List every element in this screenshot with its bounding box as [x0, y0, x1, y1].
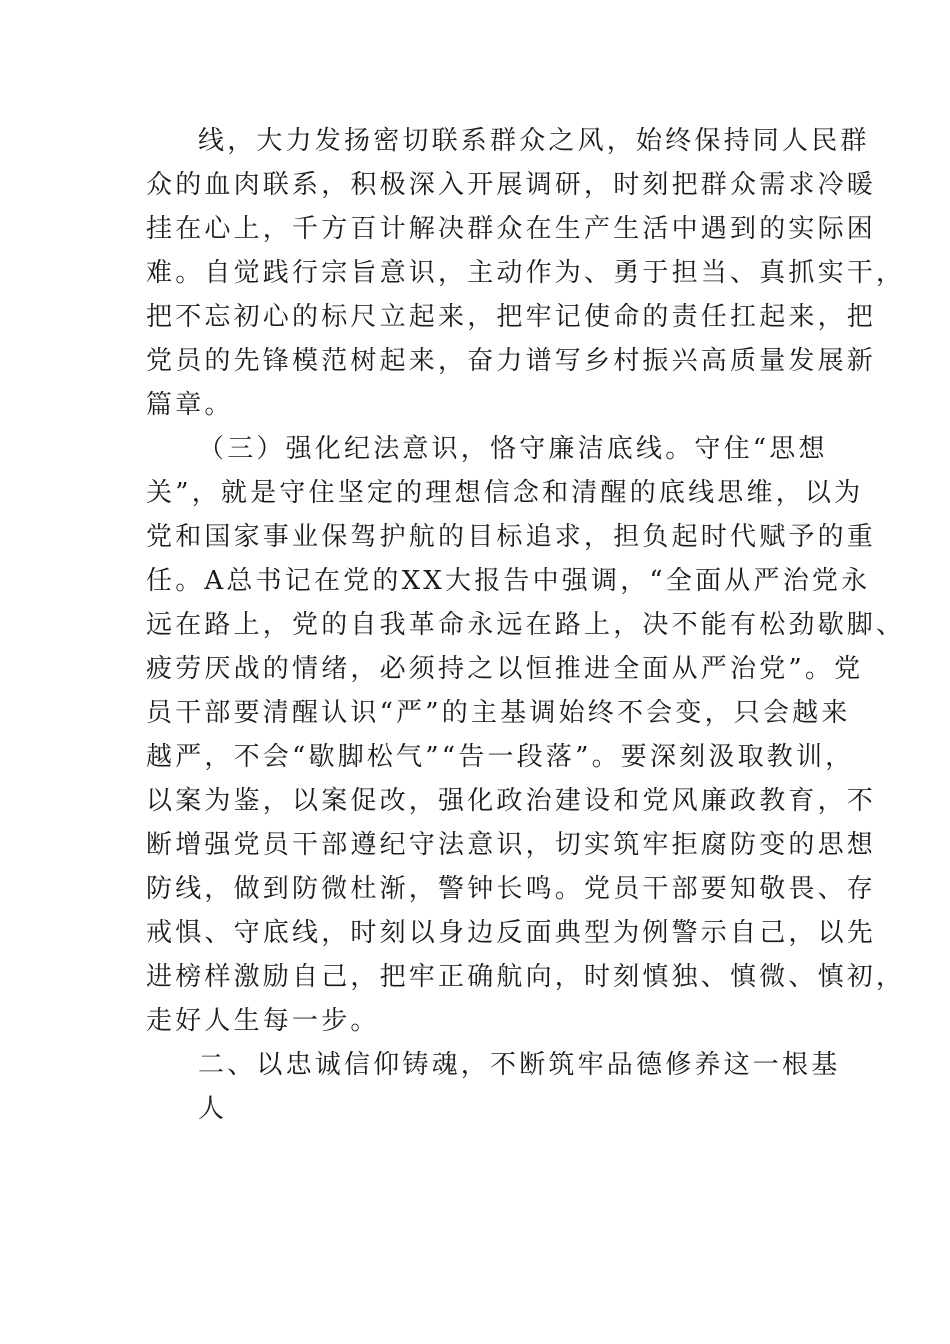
- text-line: 疲劳厌战的情绪，必须持之以恒推进全面从严治党”。党: [146, 654, 864, 684]
- text-line: 员干部要清醒认识“严”的主基调始终不会变，只会越来: [146, 698, 851, 728]
- chapter-heading-line: 二、以忠诚信仰铸魂，不断筑牢品德修养这一根基: [198, 1050, 841, 1080]
- text-line: 篇章。: [146, 390, 234, 420]
- section-heading-line: （三）强化纪法意识，恪守廉洁底线。守住“思想: [198, 434, 828, 464]
- text-line: 众的血肉联系，积极深入开展调研，时刻把群众需求冷暖: [146, 170, 877, 200]
- text-line: 党和国家事业保驾护航的目标追求，担负起时代赋予的重: [146, 522, 877, 552]
- text-line: 党员的先锋模范树起来，奋力谱写乡村振兴高质量发展新: [146, 346, 877, 376]
- text-line: 人: [198, 1094, 228, 1124]
- text-line: 线，大力发扬密切联系群众之风，始终保持同人民群: [198, 126, 870, 156]
- text-line: 进榜样激励自己，把牢正确航向，时刻慎独、慎微、慎初，: [146, 962, 906, 992]
- text-line: 挂在心上，千方百计解决群众在生产生活中遇到的实际困: [146, 214, 877, 244]
- text-line: 关”，就是守住坚定的理想信念和清醒的底线思维，以为: [146, 478, 864, 508]
- text-line: 防线，做到防微杜渐，警钟长鸣。党员干部要知敬畏、存: [146, 874, 877, 904]
- text-line: 越严，不会“歇脚松气”“告一段落”。要深刻汲取教训，: [146, 742, 855, 772]
- text-line: 走好人生每一步。: [146, 1006, 380, 1036]
- text-line: 难。自觉践行宗旨意识，主动作为、勇于担当、真抓实干，: [146, 258, 906, 288]
- text-line: 把不忘初心的标尺立起来，把牢记使命的责任扛起来，把: [146, 302, 877, 332]
- text-line: 任。A总书记在党的XX大报告中强调，“全面从严治党永: [146, 566, 871, 596]
- text-line: 断增强党员干部遵纪守法意识，切实筑牢拒腐防变的思想: [146, 830, 877, 860]
- text-line: 以案为鉴，以案促改，强化政治建设和党风廉政教育，不: [146, 786, 877, 816]
- text-line: 远在路上，党的自我革命永远在路上，决不能有松劲歇脚、: [146, 610, 906, 640]
- text-line: 戒惧、守底线，时刻以身边反面典型为例警示自己，以先: [146, 918, 877, 948]
